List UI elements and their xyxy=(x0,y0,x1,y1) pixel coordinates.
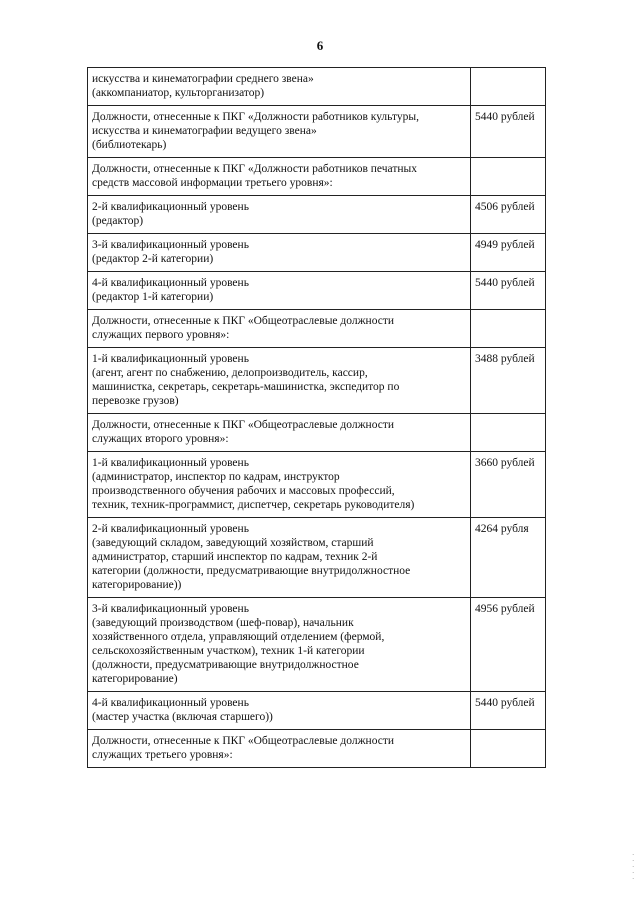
position-description-line: категорирование)) xyxy=(92,579,182,591)
table-row xyxy=(88,598,546,692)
salary-cell: 5440 рублей xyxy=(471,692,546,730)
position-description-line: Должности, отнесенные к ПКГ «Должности работников культуры, xyxy=(92,111,419,123)
position-description-cell xyxy=(88,692,471,730)
position-description-line: сельскохозяйственным участком), техник 1-й категории xyxy=(92,645,365,657)
position-description-cell xyxy=(88,196,471,234)
position-description-cell xyxy=(88,452,471,518)
position-description-line: Должности, отнесенные к ПКГ «Общеотраслевые должности xyxy=(92,419,395,431)
table-row xyxy=(88,348,546,414)
position-description-cell xyxy=(88,518,471,598)
position-description-line: Должности, отнесенные к ПКГ «Общеотраслевые должности xyxy=(92,315,395,327)
position-description-line: 3-й квалификационный уровень xyxy=(92,239,249,251)
table-row xyxy=(88,234,546,272)
table-row xyxy=(88,196,546,234)
table-row xyxy=(88,730,546,768)
page-number: 6 xyxy=(316,38,324,53)
salary-cell xyxy=(471,158,546,196)
position-description-line: производственного обучения рабочих и массовых профессий, xyxy=(92,485,395,497)
salary-cell: 4506 рублей xyxy=(471,196,546,234)
table-row xyxy=(88,106,546,158)
position-description-line: администратор, старший инспектор по кадрам, техник 2-й xyxy=(92,551,378,563)
position-description-line: (агент, агент по снабжению, делопроизводитель, кассир, xyxy=(92,367,368,379)
table-row xyxy=(88,158,546,196)
salary-cell: 4264 рубля xyxy=(471,518,546,598)
position-description-line: техник, техник-программист, диспетчер, секретарь руководителя) xyxy=(92,499,415,511)
table-row xyxy=(88,518,546,598)
position-description-cell xyxy=(88,730,471,768)
position-description-line: 4-й квалификационный уровень xyxy=(92,697,249,709)
position-description-line: (мастер участка (включая старшего)) xyxy=(92,711,273,723)
table-row xyxy=(88,452,546,518)
position-description-cell xyxy=(88,310,471,348)
table-row xyxy=(88,68,546,106)
position-description-cell xyxy=(88,348,471,414)
salary-cell xyxy=(471,68,546,106)
salary-cell: 3660 рублей xyxy=(471,452,546,518)
position-description-line: 2-й квалификационный уровень xyxy=(92,523,249,535)
salary-table xyxy=(87,67,546,768)
position-description-line: перевозке грузов) xyxy=(92,395,179,407)
position-description-line: (аккомпаниатор, культорганизатор) xyxy=(92,87,265,99)
position-description-cell xyxy=(88,158,471,196)
position-description-cell xyxy=(88,106,471,158)
position-description-line: 3-й квалификационный уровень xyxy=(92,603,249,615)
table-row xyxy=(88,310,546,348)
position-description-line: (должности, предусматривающие внутридолжностное xyxy=(92,659,359,671)
position-description-line: 4-й квалификационный уровень xyxy=(92,277,249,289)
position-description-line: 2-й квалификационный уровень xyxy=(92,201,249,213)
salary-cell xyxy=(471,310,546,348)
salary-table-body xyxy=(88,68,546,768)
salary-cell xyxy=(471,730,546,768)
position-description-line: категорирование) xyxy=(92,673,178,685)
salary-cell xyxy=(471,414,546,452)
position-description-line: (заведующий складом, заведующий хозяйством, старший xyxy=(92,537,374,549)
position-description-line: служащих первого уровня»: xyxy=(92,329,230,341)
scan-artifact-marks: · · · · · xyxy=(632,851,635,883)
salary-cell: 4956 рублей xyxy=(471,598,546,692)
salary-cell: 5440 рублей xyxy=(471,272,546,310)
position-description-line: искусства и кинематографии ведущего звена» xyxy=(92,125,317,137)
salary-cell: 3488 рублей xyxy=(471,348,546,414)
position-description-line: (редактор 1-й категории) xyxy=(92,291,214,303)
position-description-line: (заведующий производством (шеф-повар), начальник xyxy=(92,617,354,629)
position-description-line: (администратор, инспектор по кадрам, инструктор xyxy=(92,471,340,483)
position-description-line: искусства и кинематографии среднего звена» xyxy=(92,73,314,85)
table-row xyxy=(88,692,546,730)
position-description-line: (библиотекарь) xyxy=(92,139,167,151)
position-description-cell xyxy=(88,272,471,310)
position-description-line: Должности, отнесенные к ПКГ «Общеотраслевые должности xyxy=(92,735,395,747)
position-description-line: средств массовой информации третьего уровня»: xyxy=(92,177,333,189)
table-row xyxy=(88,272,546,310)
position-description-line: служащих второго уровня»: xyxy=(92,433,229,445)
position-description-line: Должности, отнесенные к ПКГ «Должности работников печатных xyxy=(92,163,417,175)
salary-cell: 4949 рублей xyxy=(471,234,546,272)
position-description-line: (редактор 2-й категории) xyxy=(92,253,214,265)
table-row xyxy=(88,414,546,452)
position-description-line: машинистка, секретарь, секретарь-машинистка, экспедитор по xyxy=(92,381,400,393)
position-description-cell xyxy=(88,68,471,106)
salary-cell: 5440 рублей xyxy=(471,106,546,158)
position-description-line: служащих третьего уровня»: xyxy=(92,749,233,761)
position-description-line: 1-й квалификационный уровень xyxy=(92,353,249,365)
position-description-line: (редактор) xyxy=(92,215,144,227)
position-description-cell xyxy=(88,414,471,452)
position-description-cell xyxy=(88,598,471,692)
position-description-line: категории (должности, предусматривающие внутридолжностное xyxy=(92,565,411,577)
position-description-line: 1-й квалификационный уровень xyxy=(92,457,249,469)
position-description-line: хозяйственного отдела, управляющий отделением (фермой, xyxy=(92,631,385,643)
position-description-cell xyxy=(88,234,471,272)
